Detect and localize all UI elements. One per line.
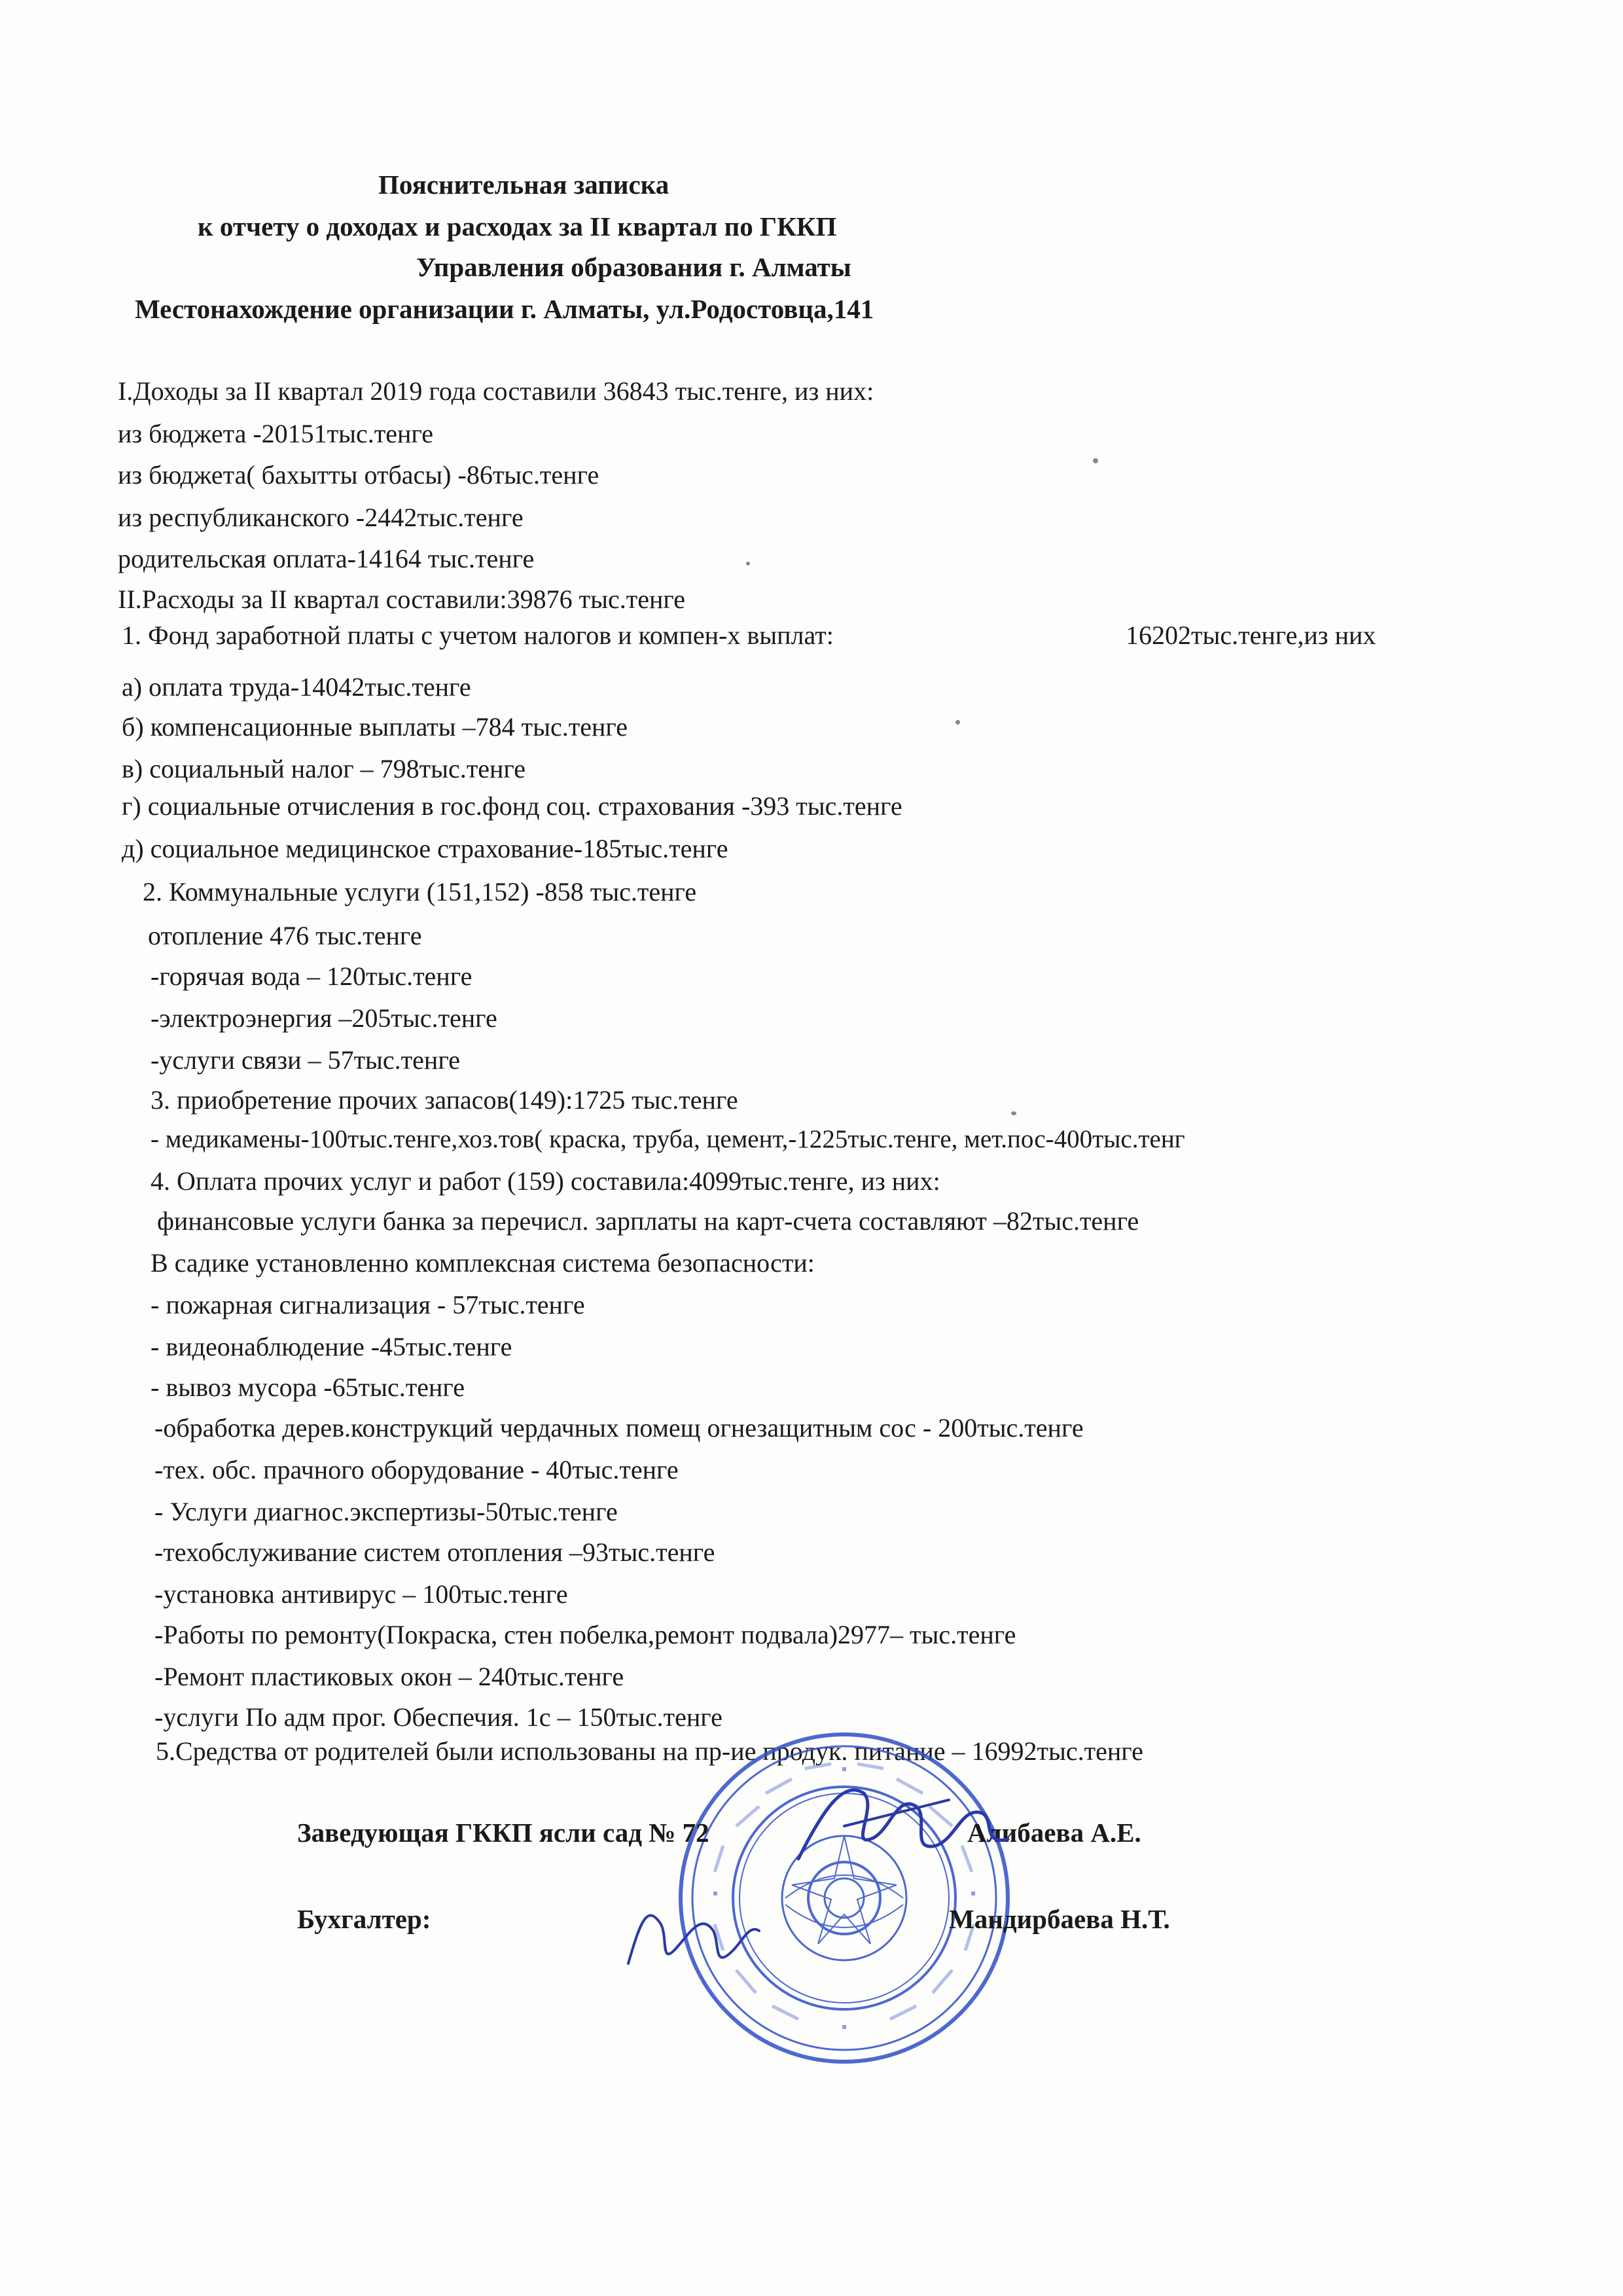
- accountant-signature-name: Мандирбаева Н.Т.: [949, 1904, 1170, 1934]
- body-line: из республиканского -2442тыс.тенге: [118, 503, 524, 532]
- body-line: д) социальное медицинское страхование-185тыс.тенге: [122, 834, 728, 863]
- document-subtitle: к отчету о доходах и расходах за II квартал по ГККП: [198, 211, 837, 242]
- body-line: -услуги связи – 57тыс.тенге: [151, 1045, 460, 1075]
- body-line: из бюджета -20151тыс.тенге: [118, 419, 434, 448]
- body-line: - вывоз мусора -65тыс.тенге: [151, 1372, 465, 1402]
- body-line: -Работы по ремонту(Покраска, стен побелка,ремонт подвала)2977– тыс.тенге: [154, 1620, 1016, 1649]
- body-line: I.Доходы за II квартал 2019 года составили 36843 тыс.тенге, из них:: [118, 376, 874, 406]
- body-line: отопление 476 тыс.тенге: [148, 921, 422, 950]
- body-line: б) компенсационные выплаты –784 тыс.тенге: [122, 712, 628, 742]
- body-line: - медикамены-100тыс.тенге,хоз.тов( краска, труба, цемент,-1225тыс.тенге, мет.пос-400тыс.тенг: [151, 1125, 1185, 1153]
- organization-location: Местонахождение организации г. Алматы, ул.Родостовца,141: [135, 294, 874, 324]
- body-line: -обработка дерев.конструкций чердачных помещ огнезащитным сос - 200тыс.тенге: [154, 1413, 1084, 1443]
- body-line: -Ремонт пластиковых окон – 240тыс.тенге: [154, 1662, 624, 1691]
- body-line: 2. Коммунальные услуги (151,152) -858 тыс.тенге: [143, 877, 697, 906]
- scan-speck: [746, 562, 750, 565]
- body-line: 4. Оплата прочих услуг и работ (159) составила:4099тыс.тенге, из них:: [151, 1166, 940, 1196]
- head-signature-scribble: [785, 1767, 1021, 1878]
- body-line: II.Расходы за II квартал составили:39876 тыс.тенге: [118, 584, 686, 614]
- body-line: а) оплата труда-14042тыс.тенге: [122, 672, 471, 702]
- scan-speck: [955, 720, 960, 725]
- body-line: -электроэнергия –205тыс.тенге: [151, 1003, 497, 1033]
- body-line: -установка антивирус – 100тыс.тенге: [154, 1579, 568, 1609]
- head-signature-label: Заведующая ГККП ясли сад № 72: [297, 1818, 709, 1848]
- scan-speck: [1011, 1111, 1016, 1115]
- body-line: -техобслуживание систем отопления –93тыс.тенге: [154, 1537, 715, 1567]
- body-line: -горячая вода – 120тыс.тенге: [151, 961, 473, 991]
- body-line: 5.Средства от родителей были использованы на пр-ие продук. питание – 16992тыс.тенге: [156, 1736, 1143, 1766]
- fund-total: 16202тыс.тенге,из них: [1126, 620, 1376, 650]
- body-line: в) социальный налог – 798тыс.тенге: [122, 754, 526, 783]
- body-line: -тех. обс. прачного оборудование - 40тыс.тенге: [154, 1455, 679, 1484]
- body-line: финансовые услуги банка за перечисл. зарплаты на карт-счета составляют –82тыс.тенге: [157, 1206, 1139, 1236]
- document-title: Пояснительная записка: [378, 170, 669, 200]
- accountant-signature-label: Бухгалтер:: [297, 1904, 431, 1934]
- body-line: -услуги По адм прог. Обеспечия. 1с – 150тыс.тенге: [154, 1702, 722, 1732]
- body-line: родительская оплата-14164 тыс.тенге: [118, 544, 535, 573]
- body-line: 3. приобретение прочих запасов(149):1725 тыс.тенге: [151, 1085, 738, 1115]
- document-subtitle-org: Управления образования г. Алматы: [416, 252, 851, 282]
- accountant-signature-scribble: [622, 1878, 766, 1983]
- body-line: - Услуги диагнос.экспертизы-50тыс.тенге: [154, 1497, 618, 1526]
- body-line: г) социальные отчисления в гос.фонд соц. страхования -393 тыс.тенге: [122, 791, 902, 821]
- body-line: 1. Фонд заработной платы с учетом налогов и компен-х выплат:: [122, 620, 834, 650]
- body-line: - пожарная сигнализация - 57тыс.тенге: [151, 1290, 585, 1319]
- body-line: из бюджета( бахытты отбасы) -86тыс.тенге: [118, 460, 599, 490]
- head-signature-name: Алибаева А.Е.: [967, 1818, 1141, 1848]
- body-line: - видеонаблюдение -45тыс.тенге: [151, 1332, 512, 1361]
- scan-speck: [1093, 458, 1098, 463]
- body-line: В садике установленно комплексная система безопасности:: [151, 1248, 815, 1278]
